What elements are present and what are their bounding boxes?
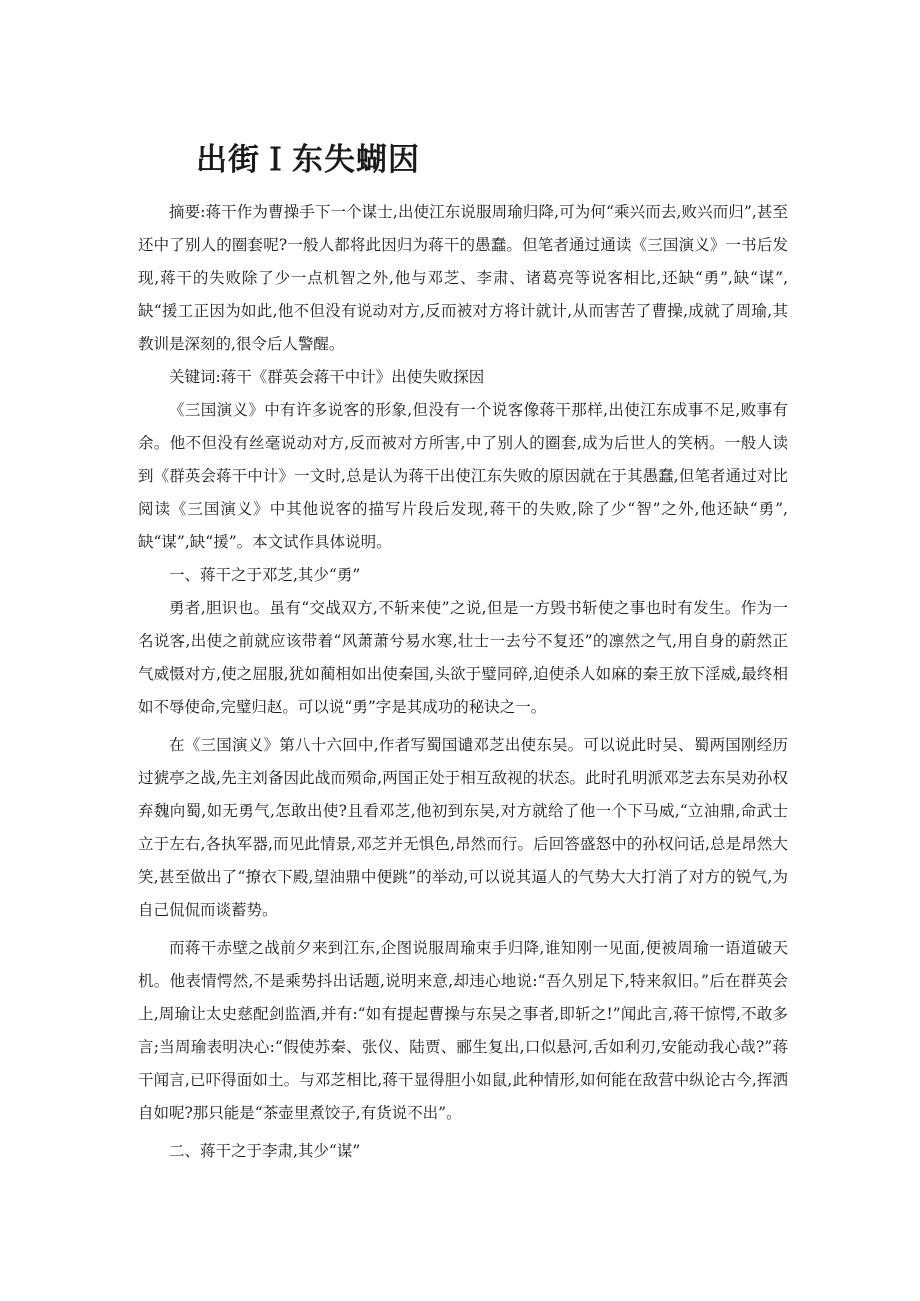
body-paragraph: 而蒋干赤壁之战前夕来到江东,企图说服周瑜束手归降,谁知刚一见面,便被周瑜一语道破天机。他表情愕然,不是乘势抖出话题,说明来意,却违心地说:“吾久别足下,特来叙旧。”后在群英会上,周瑜让太史慈配剑监酒,并有:“如有提起曹操与东吴之事者,即斩之!”闻此言,蒋干惊愕,不敢多言;当周瑜表明决心:“假使苏秦、张仪、陆贾、郦生复出,口似悬河,舌如利刃,安能动我心哉?”蒋干闻言,已吓得面如土。与邓芝相比,蒋干显得胆小如鼠,此种情形,如何能在敌营中纵论古今,挥洒自如呢?那只能是“茶壶里煮饺子,有货说不出”。 — [138, 939, 789, 1122]
keywords-paragraph: 关键词:蒋干《群英会蒋干中计》出使失败探因 — [169, 368, 485, 386]
body-paragraph: 《三国演义》中有许多说客的形象,但没有一个说客像蒋干那样,出使江东成事不足,败事有余。他不但没有丝毫说动对方,反而被对方所害,中了别人的圈套,成为后世人的笑柄。一般人读到《群英会蒋干中计》一文时,总是认为蒋干出使江东失败的原因就在于其愚蠢,但笔者通过对比阅读《三国演义》中其他说客的描写片段后发现,蒋干的失败,除了少“智”之外,他还缺“勇”,缺“谋”,缺“援”。本文试作具体说明。 — [138, 401, 788, 551]
section-heading: 二、蒋干之于李肃,其少“谋” — [169, 1142, 361, 1160]
section-heading: 一、蒋干之于邓芝,其少“勇” — [169, 566, 361, 584]
body-paragraph: 在《三国演义》第八十六回中,作者写蜀国谴邓芝出使东吴。可以说此时吴、蜀两国刚经历过猇亭之战,先主刘备因此战而殒命,两国正处于相互敌视的状态。此时孔明派邓芝去东吴劝孙权弃魏向蜀,如无勇气,怎敢出使?且看邓芝,他初到东吴,对方就给了他一个下马威,“立油鼎,命武士立于左右,各执军器,而见此情景,邓芝并无惧色,昂然而行。后回答盛怒中的孙权问话,总是昂然大笑,甚至做出了“撩衣下殿,望油鼎中便跳”的举动,可以说其逼人的气势大大打消了对方的锐气,为自己侃侃而谈蓄势。 — [138, 736, 788, 919]
document-body — [138, 196, 788, 1168]
body-paragraph: 勇者,胆识也。虽有“交战双方,不斩来使”之说,但是一方毁书斩使之事也时有发生。作为一名说客,出使之前就应该带着“风萧萧兮易水寒,壮士一去兮不复还”的凛然之气,用自身的蔚然正气威慑对方,使之屈服,犹如蔺相如出使秦国,头欲于璧同碎,迫使杀人如麻的秦王放下淫威,最终相如不辱使命,完璧归赵。可以说“勇”字是其成功的秘诀之一。 — [138, 599, 788, 716]
abstract-paragraph: 摘要:蒋干作为曹操手下一个谋士,出使江东说服周瑜归降,可为何“乘兴而去,败兴而归”,甚至还中了别人的圈套呢?一般人都将此因归为蒋干的愚蠢。但笔者通过通读《三国演义》一书后发现,蒋干的失败除了少一点机智之外,他与邓芝、李肃、诸葛亮等说客相比,还缺“勇”,缺“谋”,缺“援工正因为如此,他不但没有说动对方,反而被对方将计就计,从而害苦了曹操,成就了周瑜,其教训是深刻的,很令后人警醒。 — [138, 203, 788, 353]
document-title: 出街Ｉ东失蝴因 — [196, 142, 420, 178]
